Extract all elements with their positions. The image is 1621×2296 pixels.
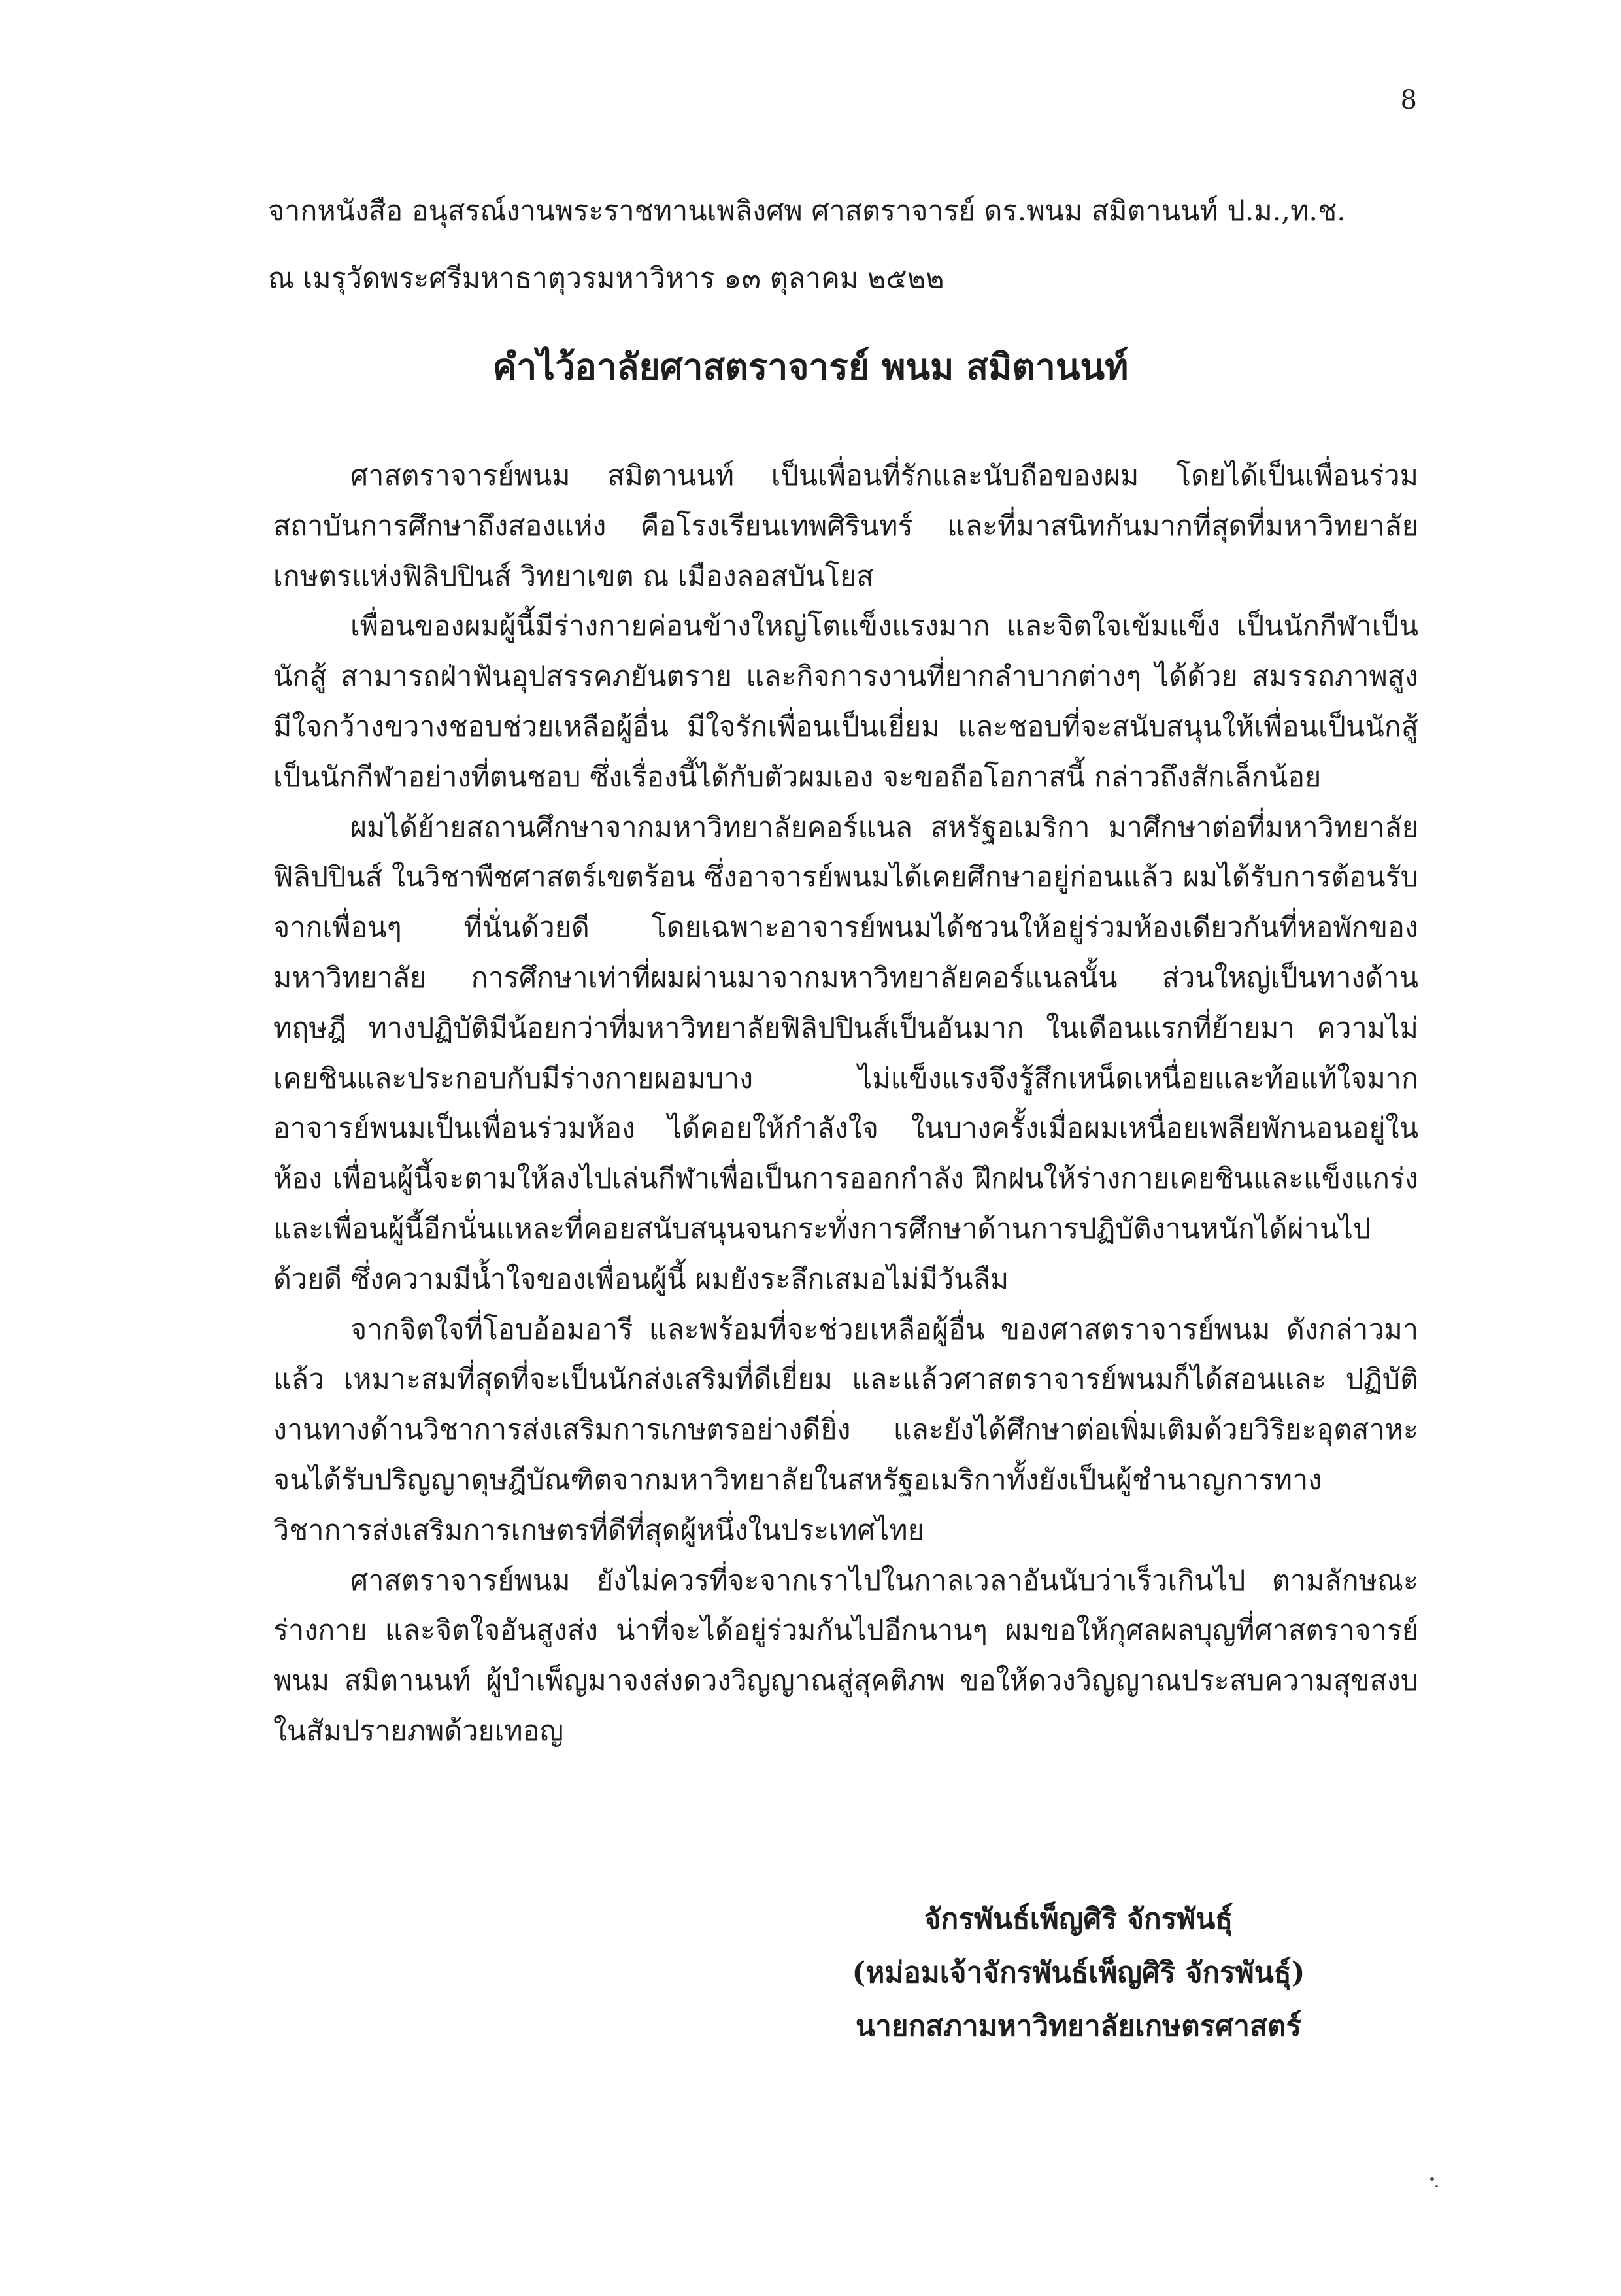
signature-position: นายกสภามหาวิทยาลัยเกษตรศาสตร์ [855, 2010, 1302, 2043]
paragraph: ศาสตราจารย์พนม ยังไม่ควรที่จะจากเราไปในกาลเวลาอันนับว่าเร็วเกินไป ตามลักษณะร่างกาย และจิตใจอันสูงส่ง น่าที่จะได้อยู่ร่วมกันไปอีกนานๆ ผมขอให้กุศลผลบุญที่ศาสตราจารย์พนม สมิตานนท์ ผู้บำเพ็ญมาจงส่งดวงวิญญาณสู่สุคติภพ ขอให้ดวงวิญญาณประสบความสุขสงบในสัมปรายภพด้วยเทอญ [273, 1564, 1418, 1747]
paragraph: ผมได้ย้ายสถานศึกษาจากมหาวิทยาลัยคอร์แนล สหรัฐอเมริกา มาศึกษาต่อที่มหาวิทยาลัยฟิลิปปินส์ ในวิชาพืชศาสตร์เขตร้อน ซึ่งอาจารย์พนมได้เคยศึกษาอยู่ก่อนแล้ว ผมได้รับการต้อนรับจากเพื่อนๆ ที่นั่นด้วยดี โดยเฉพาะอาจารย์พนมได้ชวนให้อยู่ร่วมห้องเดียวกันที่หอพักของมหาวิทยาลัย การศึกษาเท่าที่ผมผ่านมาจากมหาวิทยาลัยคอร์แนลนั้น ส่วนใหญ่เป็นทางด้านทฤษฎี ทางปฏิบัติมีน้อยกว่าที่มหาวิทยาลัยฟิลิปปินส์เป็นอันมาก ในเดือนแรกที่ย้ายมา ความไม่เคยชินและประกอบกับมีร่างกายผอมบาง ไม่แข็งแรงจึงรู้สึกเหน็ดเหนื่อยและท้อแท้ใจมาก อาจารย์พนมเป็นเพื่อนร่วมห้อง ได้คอยให้กำลังใจ ในบางครั้งเมื่อผมเหนื่อยเพลียพักนอนอยู่ในห้อง เพื่อนผู้นี้จะตามให้ลงไปเล่นกีฬาเพื่อเป็นการออกกำลัง ฝึกฝนให้ร่างกายเคยชินและแข็งแกร่ง และเพื่อนผู้นี้อีกนั่นแหละที่คอยสนับสนุนจนกระทั่งการศึกษาด้านการปฏิบัติงานหนักได้ผ่านไปด้วยดี ซึ่งความมีน้ำใจของเพื่อนผู้นี้ ผมยังระลึกเสมอไม่มีวันลืม [273, 811, 1418, 1296]
body-text [273, 451, 1418, 1757]
scan-speck [1430, 2177, 1434, 2181]
signature-full-title: (หม่อมเจ้าจักรพันธ์เพ็ญศิริ จักรพันธุ์) [852, 1956, 1305, 1989]
document-title: คำไว้อาลัยศาสตราจารย์ พนม สมิตานนท์ [492, 345, 1129, 388]
signature-block [811, 1893, 1346, 2053]
signature-name: จักรพันธ์เพ็ญศิริ จักรพันธุ์ [924, 1902, 1233, 1936]
source-line-2: ณ เมรุวัดพระศรีมหาธาตุวรมหาวิหาร ๑๓ ตุลาคม ๒๕๒๒ [268, 262, 944, 295]
scan-speck [1435, 2185, 1438, 2187]
page-number: 8 [1400, 85, 1417, 115]
source-note [268, 178, 1392, 312]
paragraph: จากจิตใจที่โอบอ้อมอารี และพร้อมที่จะช่วยเหลือผู้อื่น ของศาสตราจารย์พนม ดังกล่าวมาแล้ว เหมาะสมที่สุดที่จะเป็นนักส่งเสริมที่ดีเยี่ยม และแล้วศาสตราจารย์พนมก็ได้สอนและ ปฏิบัติงานทางด้านวิชาการส่งเสริมการเกษตรอย่างดียิ่ง และยังได้ศึกษาต่อเพิ่มเติมด้วยวิริยะอุตสาหะจนได้รับปริญญาดุษฎีบัณฑิตจากมหาวิทยาลัยในสหรัฐอเมริกาทั้งยังเป็นผู้ชำนาญการทางวิชาการส่งเสริมการเกษตรที่ดีที่สุดผู้หนึ่งในประเทศไทย [273, 1313, 1418, 1547]
source-line-1: จากหนังสือ อนุสรณ์งานพระราชทานเพลิงศพ ศาสตราจารย์ ดร.พนม สมิตานนท์ ป.ม.,ท.ช. [268, 195, 1346, 228]
paragraph: เพื่อนของผมผู้นี้มีร่างกายค่อนข้างใหญ่โตแข็งแรงมาก และจิตใจเข้มแข็ง เป็นนักกีฬาเป็นนักสู้ สามารถฝ่าฟันอุปสรรคภยันตราย และกิจการงานที่ยากลำบากต่างๆ ได้ด้วย สมรรถภาพสูง มีใจกว้างขวางชอบช่วยเหลือผู้อื่น มีใจรักเพื่อนเป็นเยี่ยม และชอบที่จะสนับสนุนให้เพื่อนเป็นนักสู้ เป็นนักกีฬาอย่างที่ตนชอบ ซึ่งเรื่องนี้ได้กับตัวผมเอง จะขอถือโอกาสนี้ กล่าวถึงสักเล็กน้อย [273, 610, 1418, 794]
paragraph: ศาสตราจารย์พนม สมิตานนท์ เป็นเพื่อนที่รักและนับถือของผม โดยได้เป็นเพื่อนร่วมสถาบันการศึกษาถึงสองแห่ง คือโรงเรียนเทพศิรินทร์ และที่มาสนิทกันมากที่สุดที่มหาวิทยาลัยเกษตรแห่งฟิลิปปินส์ วิทยาเขต ณ เมืองลอสบันโยส [273, 460, 1418, 593]
